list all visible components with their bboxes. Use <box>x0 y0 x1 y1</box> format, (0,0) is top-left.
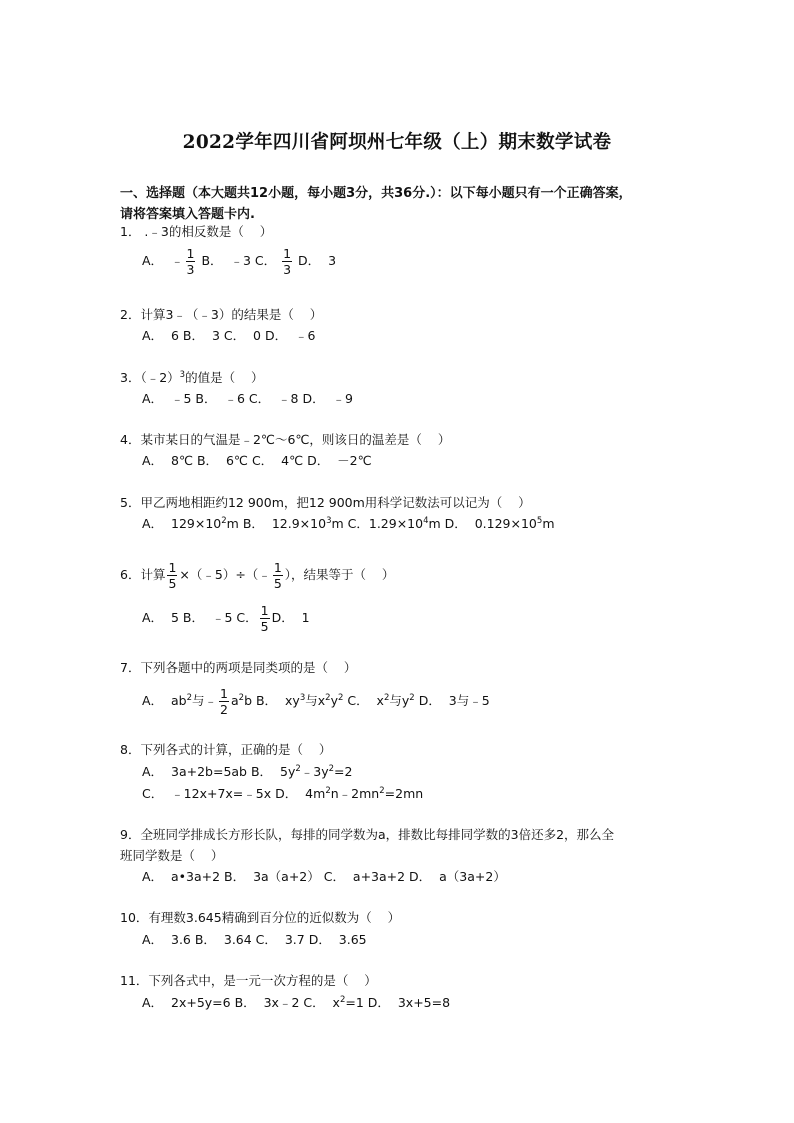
question-10-options: A． 3.6 B． 3.64 C． 3.7 D． 3.65 <box>142 932 367 947</box>
question-8-options-cd: C． ﹣12x+7x=﹣5x D． $4m^2n﹣2mn^2=2mn$ <box>142 786 424 801</box>
q6-fraction-2: $\frac{1}{5}$ <box>273 560 282 591</box>
question-6-options: A． 5 B． ﹣5 C． $\frac{1}{5}$ D． 1 <box>142 603 310 634</box>
question-7-options: A． $ab^2$与﹣ $\frac{1}{2}$ $a^2b$ B． $xy^3$与$x^2y^2$ C． $x^2$与$y^2$ D． 3与﹣5 <box>142 686 490 717</box>
question-9-stem-line-2: 班同学数是（ ） <box>120 848 224 863</box>
question-7-stem: 7．下列各题中的两项是同类项的是（ ） <box>120 660 357 675</box>
q1-option-a-label: A． ﹣ <box>142 253 184 268</box>
q1-option-b: B． ﹣3 C． <box>201 253 277 268</box>
question-5-options: A． $129\times 10^2m$ B． $12.9\times 10^3m$ C．$1.29\times 10^4m$ D． $0.129\times 10^5m$ <box>142 516 555 531</box>
q6-fraction-1: $\frac{1}{5}$ <box>168 560 177 591</box>
question-1-options <box>142 246 336 277</box>
question-4-options: A． 8℃ B． 6℃ C． 4℃ D． －2℃ <box>142 453 372 468</box>
question-3-stem: 3．（﹣2）$^3$的值是（ ） <box>120 370 264 385</box>
question-11-stem: 11．下列各式中，是一元一次方程的是（ ） <box>120 973 377 988</box>
question-2-options: A． 6 B． 3 C． 0 D． ﹣6 <box>142 328 316 343</box>
q1-fraction-c: $\frac{1}{3}$ <box>283 246 292 277</box>
question-10-stem: 10．有理数3.645精确到百分位的近似数为（ ） <box>120 910 401 925</box>
q1-fraction-a: $\frac{1}{3}$ <box>186 246 195 277</box>
question-8-stem: 8．下列各式的计算，正确的是（ ） <box>120 742 332 757</box>
page-title: 2022学年四川省阿坝州七年级（上）期末数学试卷 <box>182 132 612 153</box>
q1-option-d: D． 3 <box>298 253 337 268</box>
question-9-options: A． a•3a+2 B． 3a（a+2） C． a+3a+2 D． a（3a+2） <box>142 869 506 884</box>
question-5-stem: 5．甲乙两地相距约12 900m，把12 900m用科学记数法可以记为（ ） <box>120 495 531 510</box>
section-line-2: 请将答案填入答题卡内. <box>120 207 255 222</box>
q6-fraction-c: $\frac{1}{5}$ <box>260 603 269 634</box>
q7-fraction: $\frac{1}{2}$ <box>220 686 228 717</box>
question-11-options: A． 2x+5y=6 B． 3x﹣2 C． $x^2=1$ D． 3x+5=8 <box>142 995 451 1010</box>
question-4-stem: 4．某市某日的气温是﹣2℃～6℃，则该日的温差是（ ） <box>120 432 451 447</box>
question-9-stem-line-1: 9．全班同学排成长方形长队，每排的同学数为a，排数比每排同学数的3倍还多2，那么全 <box>120 827 615 842</box>
question-1-stem: 1． .﹣3的相反数是（ ） <box>120 224 273 239</box>
question-3-options: A． ﹣5 B． ﹣6 C． ﹣8 D． ﹣9 <box>142 391 353 406</box>
section-heading <box>120 183 690 225</box>
question-8-options-ab: A． 3a+2b=5ab B． $5y^2﹣3y^2=2$ <box>142 764 353 779</box>
question-2-stem: 2．计算3﹣（﹣3）的结果是（ ） <box>120 307 323 322</box>
section-line-1: 一、选择题（本大题共12小题，每小题3分，共36分.）：以下每小题只有一个正确答案， <box>120 186 632 201</box>
question-6-stem: 6．计算 $\frac{1}{5}$ ×（﹣5）÷（﹣ $\frac{1}{5}$ ），结果等于（ ） <box>120 560 395 591</box>
